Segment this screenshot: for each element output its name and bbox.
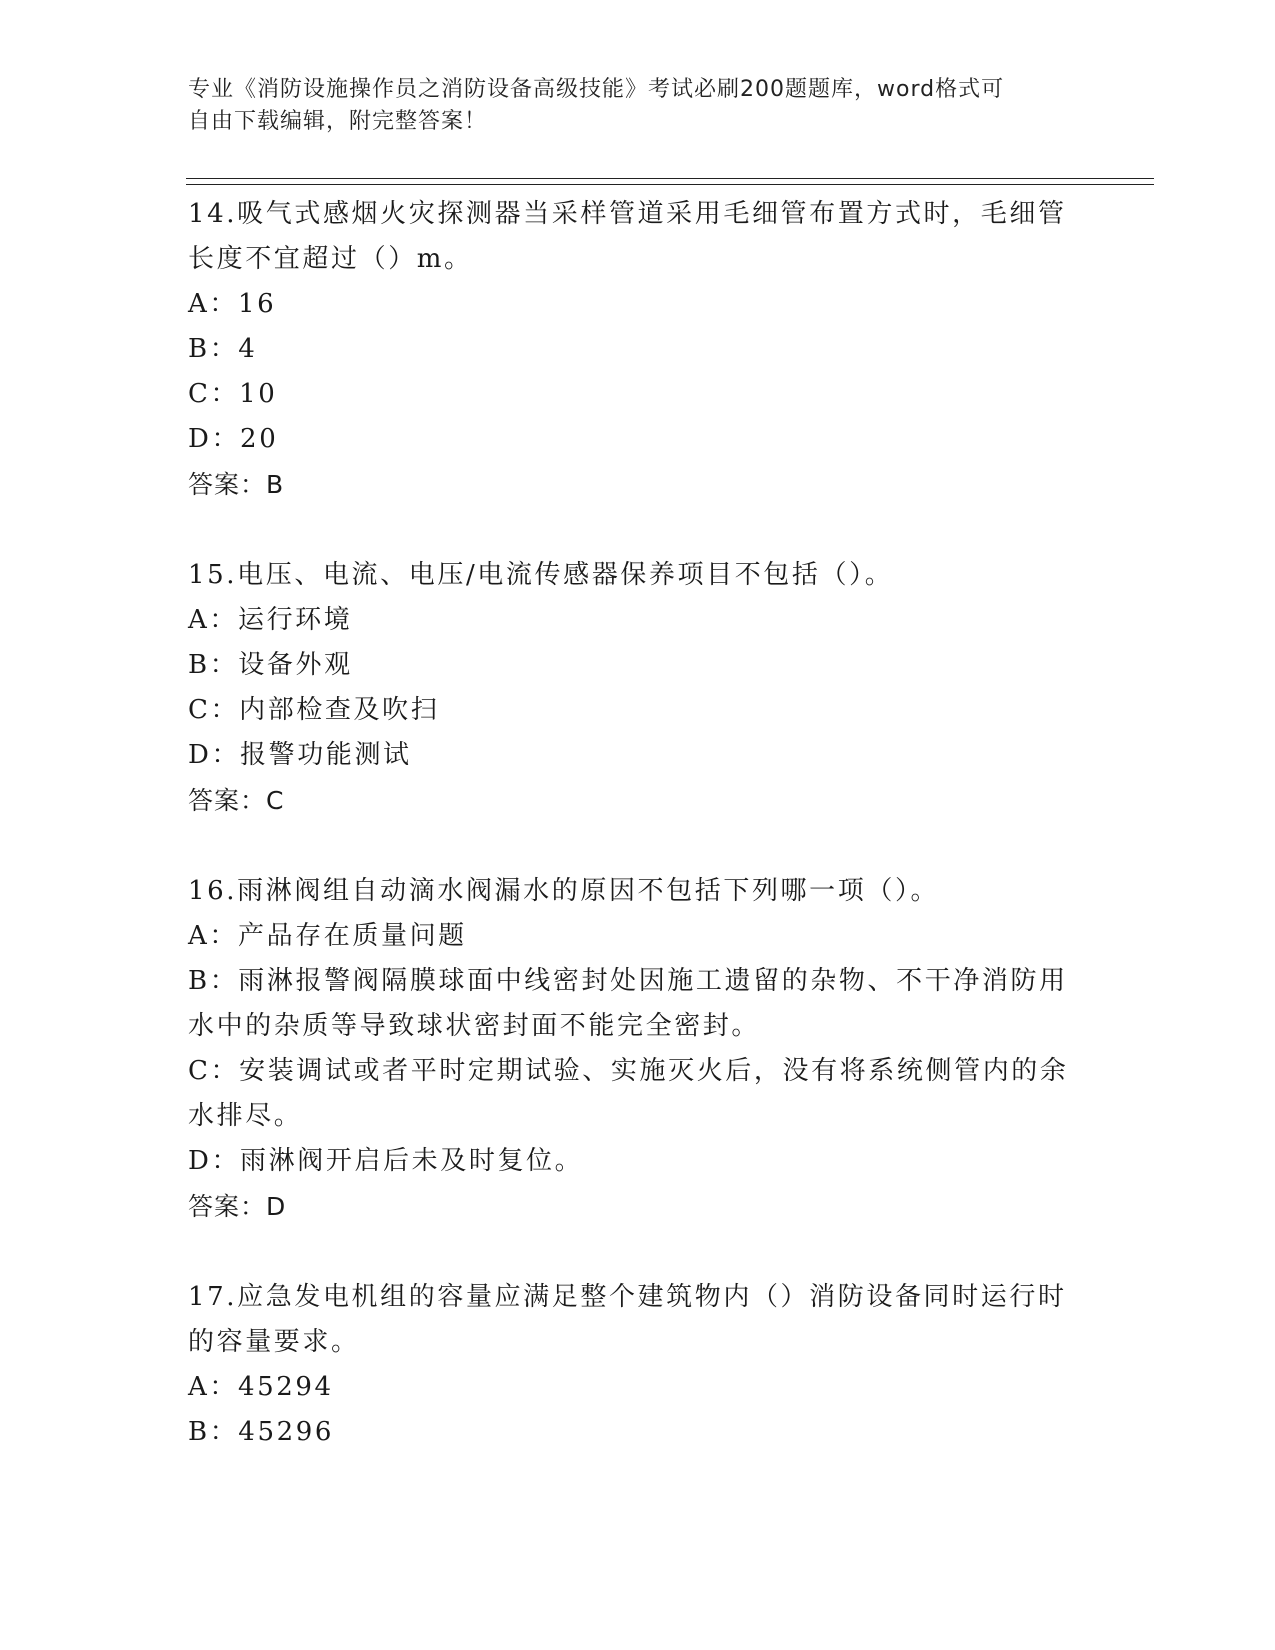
question-stem-line: 17.应急发电机组的容量应满足整个建筑物内（）消防设备同时运行时 — [188, 1282, 1067, 1312]
answer-option: A：16 — [188, 289, 277, 319]
question-block — [188, 1275, 1088, 1455]
question-block — [188, 192, 1088, 507]
question-spacer — [188, 823, 1088, 869]
header-line-1: 专业《消防设施操作员之消防设备高级技能》考试必刷200题题库，word格式可 — [188, 77, 1005, 102]
header-divider-top — [186, 178, 1154, 179]
question-stem-line: 14.吸气式感烟火灾探测器当采样管道采用毛细管布置方式时，毛细管 — [188, 199, 1067, 229]
answer-option: D：雨淋阀开启后未及时复位。 — [188, 1146, 584, 1176]
answer-key: 答案：C — [188, 786, 285, 815]
question-block — [188, 553, 1088, 823]
answer-key: 答案：B — [188, 470, 285, 499]
question-stem-line: 16.雨淋阀组自动滴水阀漏水的原因不包括下列哪一项（）。 — [188, 876, 940, 906]
document-header — [188, 74, 1068, 138]
answer-option: C：内部检查及吹扫 — [188, 695, 440, 725]
answer-option: 水中的杂质等导致球状密封面不能完全密封。 — [188, 1011, 761, 1041]
header-divider-bottom — [186, 184, 1154, 185]
question-block — [188, 869, 1088, 1229]
question-spacer — [188, 1229, 1088, 1275]
question-list — [188, 192, 1088, 1455]
answer-option: B：45296 — [188, 1417, 335, 1447]
header-line-2: 自由下载编辑，附完整答案！ — [188, 109, 488, 134]
answer-option: B：设备外观 — [188, 650, 353, 680]
answer-option: 水排尽。 — [188, 1101, 303, 1131]
answer-option: A：运行环境 — [188, 605, 353, 635]
answer-option: B：4 — [188, 334, 258, 364]
question-stem-line: 长度不宜超过（）m。 — [188, 244, 473, 274]
question-spacer — [188, 507, 1088, 553]
answer-option: A：产品存在质量问题 — [188, 921, 467, 951]
answer-option: B：雨淋报警阀隔膜球面中线密封处因施工遗留的杂物、不干净消防用 — [188, 966, 1068, 996]
question-stem-line: 的容量要求。 — [188, 1327, 360, 1357]
answer-option: D：20 — [188, 424, 279, 454]
answer-option: C：10 — [188, 379, 278, 409]
question-stem-line: 15.电压、电流、电压/电流传感器保养项目不包括（）。 — [188, 560, 894, 590]
answer-key: 答案：D — [188, 1192, 287, 1221]
answer-option: C：安装调试或者平时定期试验、实施灭火后，没有将系统侧管内的余 — [188, 1056, 1069, 1086]
answer-option: D：报警功能测试 — [188, 740, 412, 770]
answer-option: A：45294 — [188, 1372, 334, 1402]
